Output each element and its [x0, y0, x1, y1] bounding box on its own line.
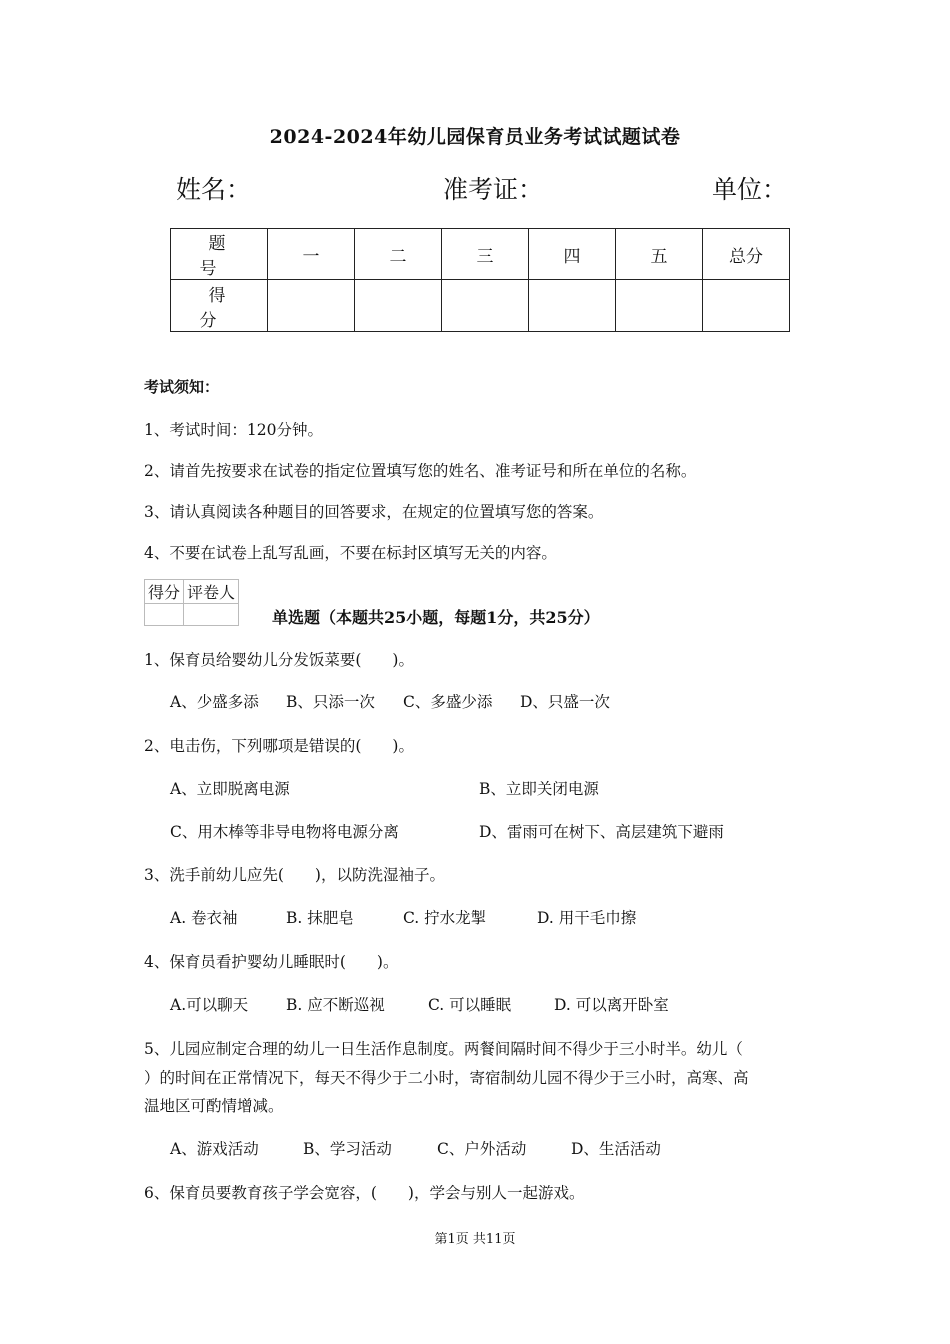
question-option[interactable]: C、多盛少添 — [403, 693, 493, 711]
question-stem-line: 5、儿园应制定合理的幼儿一日生活作息制度。两餐间隔时间不得少于三小时半。幼儿（ — [144, 1040, 743, 1058]
score-entry-cell[interactable] — [616, 280, 703, 332]
question-option[interactable]: B. 抹肥皂 — [286, 909, 354, 927]
question-option[interactable]: C、户外活动 — [437, 1140, 527, 1158]
notes-item: 3、请认真阅读各种题目的回答要求，在规定的位置填写您的答案。 — [144, 503, 604, 521]
grader-score-label: 得分 — [145, 580, 184, 604]
notes-item: 2、请首先按要求在试卷的指定位置填写您的姓名、准考证号和所在单位的名称。 — [144, 462, 697, 480]
question-option[interactable]: C. 可以睡眠 — [428, 996, 512, 1014]
question-option[interactable]: A、游戏活动 — [170, 1140, 259, 1158]
question-option[interactable]: B、学习活动 — [303, 1140, 392, 1158]
score-table-cell: 四 — [529, 229, 616, 280]
question-option[interactable]: B、只添一次 — [286, 693, 375, 711]
score-table-cell: 一 — [268, 229, 355, 280]
score-entry-cell[interactable] — [355, 280, 442, 332]
score-table-cell: 五 — [616, 229, 703, 280]
unit-field-label: 单位： — [712, 175, 788, 204]
grader-name-cell[interactable] — [184, 604, 239, 626]
score-table-cell: 三 — [442, 229, 529, 280]
question-option[interactable]: D、雷雨可在树下、高层建筑下避雨 — [479, 823, 724, 841]
score-table-cell: 题 号 — [171, 229, 268, 280]
notes-heading: 考试须知： — [144, 378, 220, 396]
question-option[interactable]: A. 卷衣袖 — [170, 909, 238, 927]
grader-box — [144, 579, 239, 626]
question-stem: 6、保育员要教育孩子学会宽容，( )，学会与别人一起游戏。 — [144, 1184, 585, 1202]
question-option[interactable]: A、立即脱离电源 — [170, 780, 290, 798]
score-entry-cell[interactable] — [529, 280, 616, 332]
page-footer: 第1页 共11页 — [434, 1232, 516, 1247]
question-stem-line: ）的时间在正常情况下，每天不得少于二小时，寄宿制幼儿园不得少于三小时，高寒、高 — [144, 1069, 749, 1087]
question-stem: 2、电击伤，下列哪项是错误的( )。 — [144, 737, 414, 755]
question-option[interactable]: A、少盛多添 — [170, 693, 259, 711]
question-stem: 3、洗手前幼儿应先( )，以防洗湿袖子。 — [144, 866, 445, 884]
score-table-cell: 得 分 — [171, 280, 268, 332]
score-table-header-row — [171, 229, 790, 280]
question-option[interactable]: D. 用干毛巾擦 — [537, 909, 637, 927]
question-option[interactable]: B、立即关闭电源 — [479, 780, 599, 798]
section-title: 单选题（本题共25小题，每题1分，共25分） — [272, 608, 600, 627]
question-option[interactable]: D. 可以离开卧室 — [554, 996, 669, 1014]
question-stem: 1、保育员给婴幼儿分发饭菜要( )。 — [144, 651, 414, 669]
question-option[interactable]: B. 应不断巡视 — [286, 996, 385, 1014]
exam-title: 2024-2024年幼儿园保育员业务考试试题试卷 — [269, 126, 681, 148]
name-field-label: 姓名： — [176, 175, 252, 204]
notes-item: 1、考试时间：120分钟。 — [144, 421, 323, 439]
question-stem: 4、保育员看护婴幼儿睡眠时( )。 — [144, 953, 399, 971]
notes-item: 4、不要在试卷上乱写乱画，不要在标封区填写无关的内容。 — [144, 544, 557, 562]
grader-name-label: 评卷人 — [184, 580, 239, 604]
grader-score-cell[interactable] — [145, 604, 184, 626]
question-stem-line: 温地区可酌情增减。 — [144, 1097, 284, 1115]
question-option[interactable]: C. 拧水龙掣 — [403, 909, 487, 927]
score-entry-cell[interactable] — [442, 280, 529, 332]
score-entry-cell[interactable] — [703, 280, 790, 332]
score-table-cell: 总分 — [703, 229, 790, 280]
score-table — [170, 228, 790, 332]
question-option[interactable]: A.可以聊天 — [170, 996, 249, 1014]
score-table-score-row — [171, 280, 790, 332]
question-option[interactable]: D、只盛一次 — [520, 693, 610, 711]
score-table-cell: 二 — [355, 229, 442, 280]
question-option[interactable]: C、用木棒等非导电物将电源分离 — [170, 823, 399, 841]
question-option[interactable]: D、生活活动 — [571, 1140, 661, 1158]
exam-id-field-label: 准考证： — [443, 175, 544, 204]
